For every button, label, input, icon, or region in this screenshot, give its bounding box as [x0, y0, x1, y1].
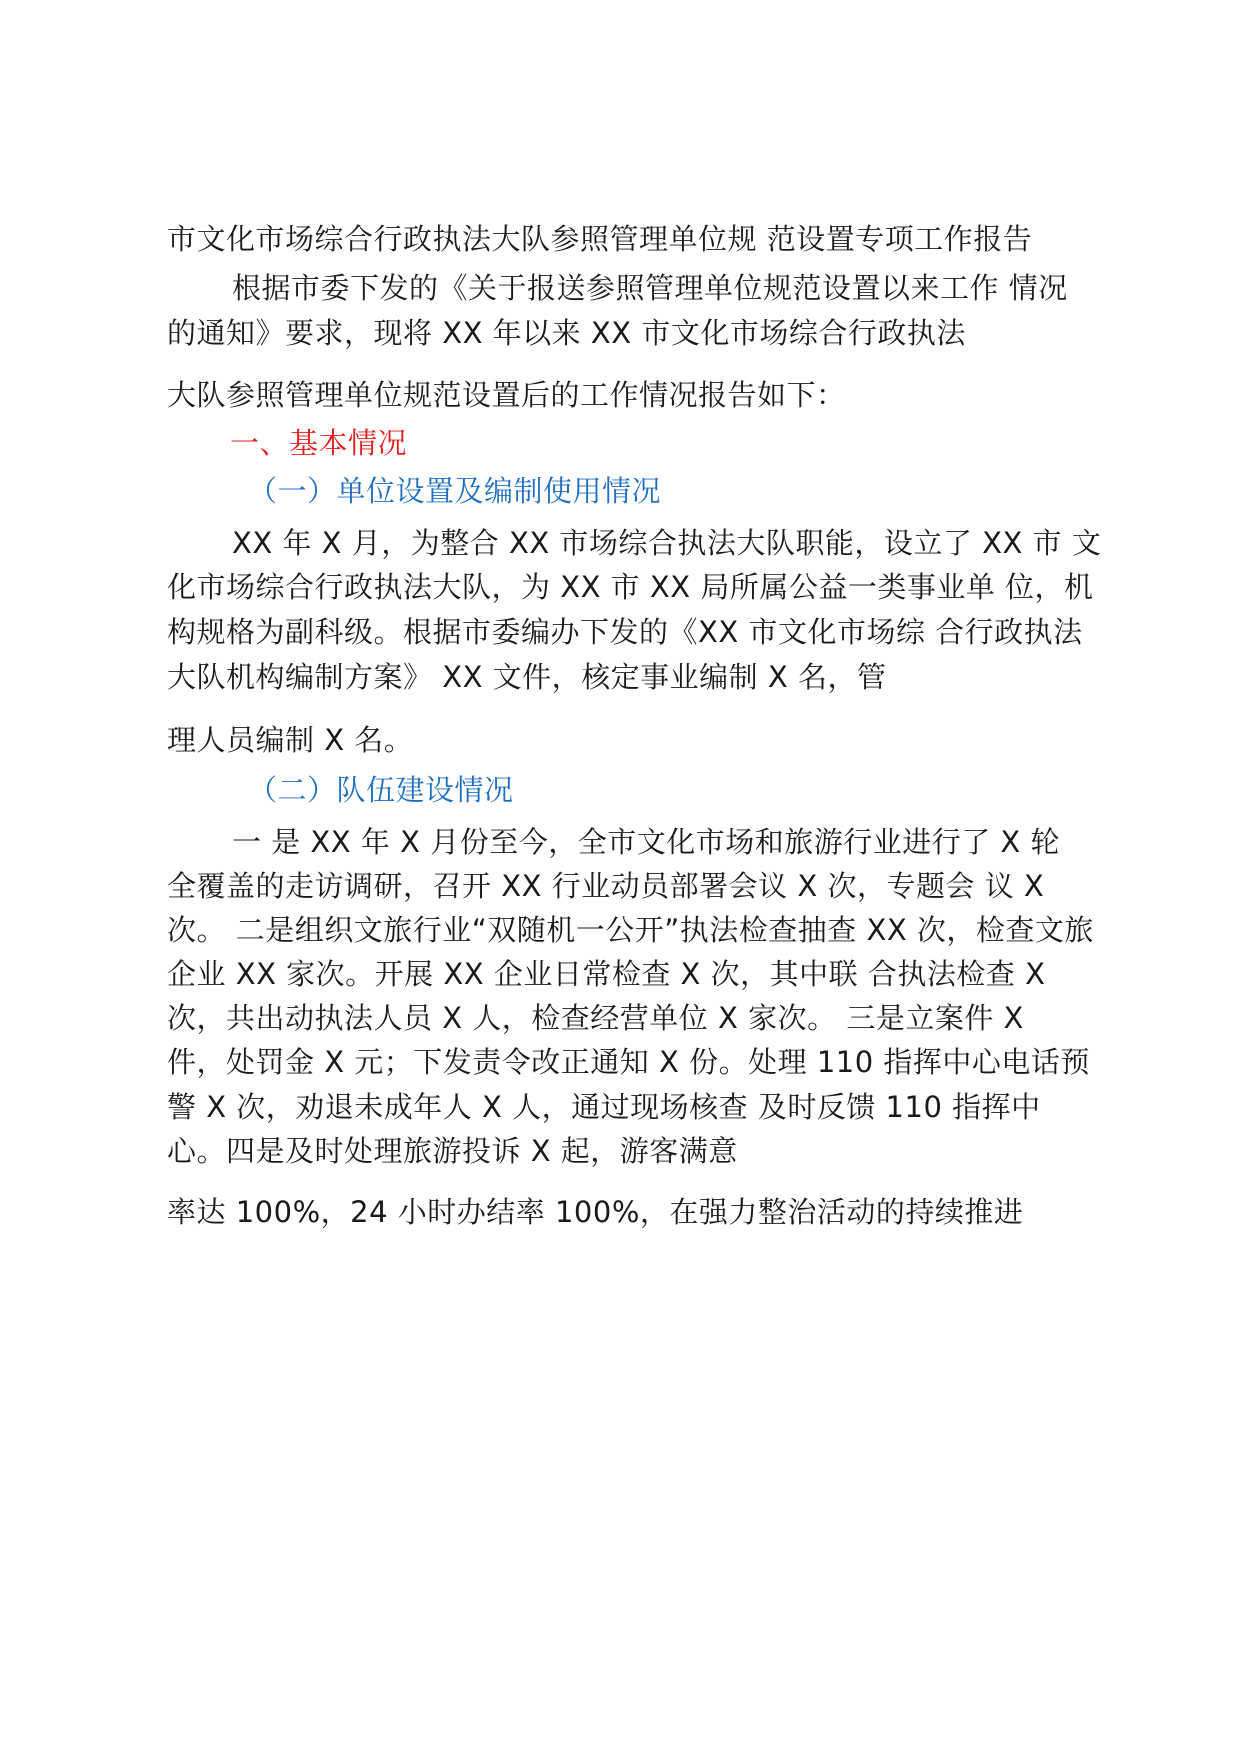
- sub2-line-5: 次，共出动执法人员 X 人，检查经营单位 X 家次。 三是立案件 X: [167, 1001, 1024, 1035]
- section-heading-basic: 一、基本情况: [230, 426, 408, 460]
- sub1-line-2: 化市场综合行政执法大队，为 XX 市 XX 局所属公益一类事业单 位，机: [167, 570, 1094, 604]
- sub2-line-1: 一 是 XX 年 X 月份至今，全市文化市场和旅游行业进行了 X 轮: [232, 825, 1060, 859]
- sub2-line-4: 企业 XX 家次。开展 XX 企业日常检查 X 次，其中联 合执法检查 X: [167, 957, 1046, 991]
- sub1-line-3: 构规格为副科级。根据市委编办下发的《XX 市文化市场综 合行政执法: [167, 615, 1083, 649]
- subsection-heading-team-building: （二）队伍建设情况: [248, 773, 514, 807]
- sub1-line-4: 大队机构编制方案》 XX 文件，核定事业编制 X 名，管: [167, 660, 887, 694]
- intro-line-2: 的通知》要求，现将 XX 年以来 XX 市文化市场综合行政执法: [167, 316, 966, 350]
- document-title: 市文化市场综合行政执法大队参照管理单位规 范设置专项工作报告: [167, 222, 1033, 256]
- sub2-line-6: 件，处罚金 X 元；下发责令改正通知 X 份。处理 110 指挥中心电话预: [167, 1045, 1090, 1079]
- sub1-line-5: 理人员编制 X 名。: [167, 723, 414, 757]
- intro-line-1: 根据市委下发的《关于报送参照管理单位规范设置以来工作 情况: [232, 271, 1068, 305]
- sub1-line-1: XX 年 X 月，为整合 XX 市场综合执法大队职能，设立了 XX 市 文: [232, 526, 1102, 560]
- sub2-line-8: 心。四是及时处理旅游投诉 X 起，游客满意: [167, 1134, 738, 1168]
- sub2-line-7: 警 X 次，劝退未成年人 X 人，通过现场核查 及时反馈 110 指挥中: [167, 1090, 1041, 1124]
- intro-line-3: 大队参照管理单位规范设置后的工作情况报告如下：: [167, 378, 846, 412]
- subsection-heading-unit-setup: （一）单位设置及编制使用情况: [248, 474, 662, 508]
- sub2-line-2: 全覆盖的走访调研，召开 XX 行业动员部署会议 X 次，专题会 议 X: [167, 869, 1045, 903]
- sub2-line-9: 率达 100%，24 小时办结率 100%，在强力整治活动的持续推进: [167, 1195, 1024, 1229]
- sub2-line-3: 次。 二是组织文旅行业“双随机一公开”执法检查抽查 XX 次，检查文旅: [167, 913, 1094, 947]
